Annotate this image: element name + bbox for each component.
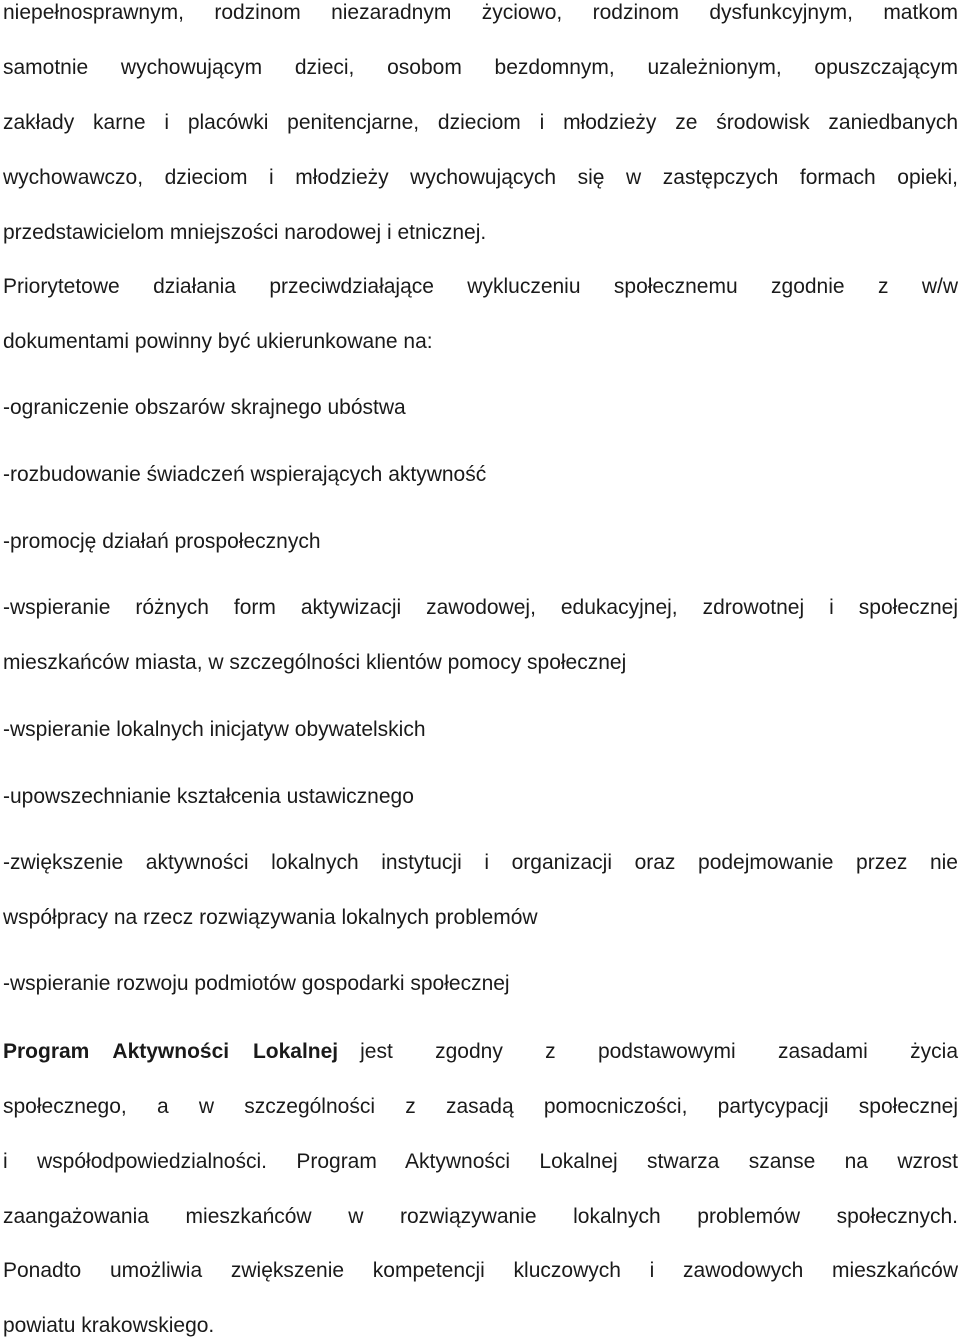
paragraph3-line-4: zaangażowania mieszkańców w rozwiązywanie lokalnych problemów społecznych.	[3, 1205, 958, 1228]
list-item-3: -promocję działań prospołecznych	[3, 530, 321, 553]
list-item-5: -wspieranie lokalnych inicjatyw obywatelskich	[3, 718, 426, 741]
paragraph2-line-1: Priorytetowe działania przeciwdziałające wykluczeniu społecznemu zgodnie z w/w	[3, 275, 958, 298]
paragraph1-line-2: samotnie wychowującym dzieci, osobom bezdomnym, uzależnionym, opuszczającym	[3, 56, 958, 79]
paragraph1-line-5: przedstawicielom mniejszości narodowej i etnicznej.	[3, 221, 487, 244]
list-item-7-line-1: -zwiększenie aktywności lokalnych instytucji i organizacji oraz podejmowanie przez nie	[3, 851, 958, 874]
list-item-4-line-2: mieszkańców miasta, w szczególności klientów pomocy społecznej	[3, 651, 627, 674]
program-title-bold: Program Aktywności Lokalnej	[3, 1040, 339, 1063]
list-item-4-line-1: -wspieranie różnych form aktywizacji zawodowej, edukacyjnej, zdrowotnej i społecznej	[3, 596, 958, 619]
paragraph3-line-5: Ponadto umożliwia zwiększenie kompetencji kluczowych i zawodowych mieszkańców	[3, 1259, 958, 1282]
list-item-1: -ograniczenie obszarów skrajnego ubóstwa	[3, 396, 406, 419]
list-item-7-line-2: współpracy na rzecz rozwiązywania lokalnych problemów	[3, 906, 538, 929]
paragraph1-line-3: zakłady karne i placówki penitencjarne, dzieciom i młodzieży ze środowisk zaniedbanych	[3, 111, 958, 134]
list-item-6: -upowszechnianie kształcenia ustawicznego	[3, 785, 414, 808]
paragraph3-line-1-rest: jest zgodny z podstawowymi zasadami życia	[360, 1040, 958, 1063]
list-item-2: -rozbudowanie świadczeń wspierających aktywność	[3, 463, 487, 486]
list-item-8: -wspieranie rozwoju podmiotów gospodarki społecznej	[3, 972, 510, 995]
paragraph1-line-4: wychowawczo, dzieciom i młodzieży wychowujących się w zastępczych formach opieki,	[3, 166, 958, 189]
paragraph3-line-3: i współodpowiedzialności. Program Aktywności Lokalnej stwarza szanse na wzrost	[3, 1150, 958, 1173]
paragraph1-line-1: niepełnosprawnym, rodzinom niezaradnym życiowo, rodzinom dysfunkcyjnym, matkom	[3, 1, 958, 24]
paragraph3-line-2: społecznego, a w szczególności z zasadą pomocniczości, partycypacji społecznej	[3, 1095, 958, 1118]
paragraph3-line-1	[3, 1039, 958, 1065]
paragraph3-line-6: powiatu krakowskiego.	[3, 1314, 215, 1337]
paragraph2-line-2: dokumentami powinny być ukierunkowane na:	[3, 330, 433, 353]
